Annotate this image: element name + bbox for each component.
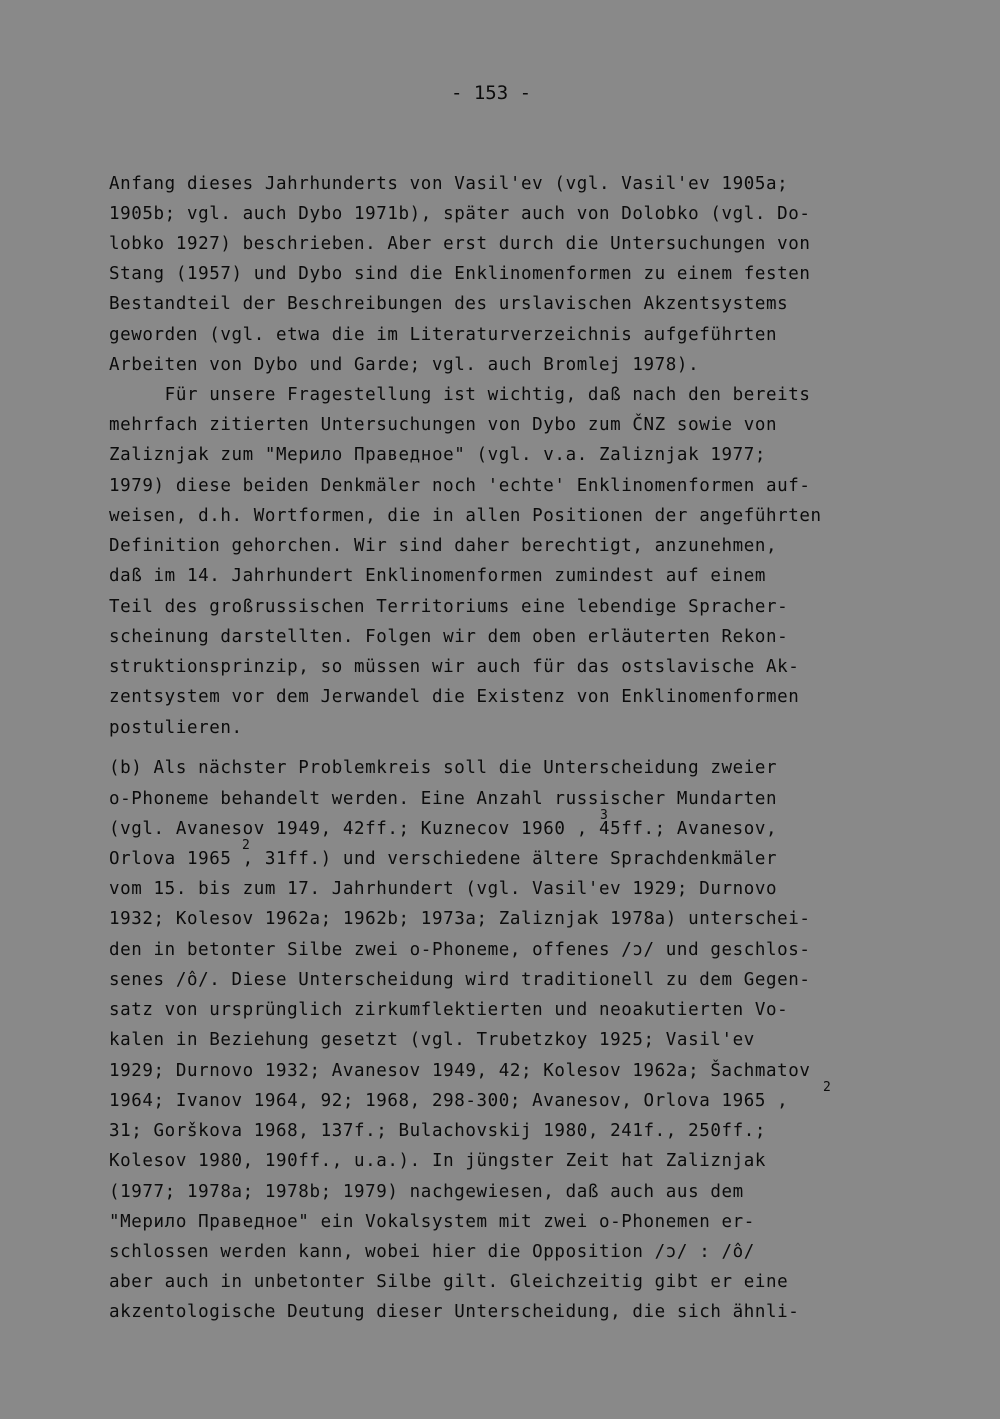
text-line: (1977; 1978a; 1978b; 1979) nachgewiesen, daß auch aus dem (109, 1182, 744, 1202)
text-line: 31; Gorškova 1968, 137f.; Bulachovskij 1980, 241f., 250ff.; (109, 1121, 767, 1141)
text-line: struktionsprinzip, so müssen wir auch für das ostslavische Ak- (109, 657, 800, 677)
text-line: 1905b; vgl. auch Dybo 1971b), später auch von Dolobko (vgl. Do- (109, 204, 811, 224)
text-line: aber auch in unbetonter Silbe gilt. Gleichzeitig gibt er eine (109, 1272, 789, 1292)
text-line: scheinung darstellten. Folgen wir dem oben erläuterten Rekon- (109, 627, 789, 647)
text-line: (b) Als nächster Problemkreis soll die Unterscheidung zweier (109, 758, 778, 778)
text-line: 1979) diese beiden Denkmäler noch 'echte' Enklinomenformen auf- (109, 476, 811, 496)
text-line: lobko 1927) beschrieben. Aber erst durch die Untersuchungen von (109, 234, 811, 254)
text-line: postulieren. (109, 718, 243, 738)
text-line: o-Phoneme behandelt werden. Eine Anzahl russischer Mundarten (109, 789, 778, 809)
text-line: (vgl. Avanesov 1949, 42ff.; Kuznecov 1960 , 45ff.; Avanesov, (109, 819, 778, 839)
text-line: 1932; Kolesov 1962a; 1962b; 1973a; Zaliznjak 1978a) unterschei- (109, 909, 811, 929)
superscript-edition: 2 (823, 1080, 831, 1095)
superscript-edition: 2 (242, 838, 250, 853)
superscript-edition: 3 (600, 808, 608, 823)
text-line: den in betonter Silbe zwei o-Phoneme, offenes /ɔ/ und geschlos- (109, 940, 811, 960)
text-line: 1964; Ivanov 1964, 92; 1968, 298-300; Avanesov, Orlova 1965 , (109, 1091, 789, 1111)
text-line: Teil des großrussischen Territoriums eine lebendige Spracher- (109, 597, 789, 617)
text-line: satz von ursprünglich zirkumflektierten und neoakutierten Vo- (109, 1000, 789, 1020)
text-line: mehrfach zitierten Untersuchungen von Dybo zum ČNZ sowie von (109, 415, 778, 435)
text-line: Orlova 1965 , 31ff.) und verschiedene ältere Sprachdenkmäler (109, 849, 778, 869)
text-line: zentsystem vor dem Jerwandel die Existenz von Enklinomenformen (109, 687, 800, 707)
text-line: Für unsere Fragestellung ist wichtig, daß nach den bereits (109, 385, 811, 405)
page-number: - 153 - (450, 82, 532, 104)
text-line: daß im 14. Jahrhundert Enklinomenformen zumindest auf einem (109, 566, 767, 586)
text-line: 1929; Durnovo 1932; Avanesov 1949, 42; Kolesov 1962a; Šachmatov (109, 1061, 811, 1081)
text-line: Stang (1957) und Dybo sind die Enklinomenformen zu einem festen (109, 264, 811, 284)
text-line: Zaliznjak zum "Мерило Праведное" (vgl. v.a. Zaliznjak 1977; (109, 445, 767, 465)
text-line: geworden (vgl. etwa die im Literaturverzeichnis aufgeführten (109, 325, 778, 345)
text-line: Bestandteil der Beschreibungen des urslavischen Akzentsystems (109, 294, 789, 314)
text-line: weisen, d.h. Wortformen, die in allen Positionen der angeführten (109, 506, 822, 526)
text-line: senes /ô/. Diese Unterscheidung wird traditionell zu dem Gegen- (109, 970, 811, 990)
text-line: Anfang dieses Jahrhunderts von Vasil'ev (vgl. Vasil'ev 1905a; (109, 174, 789, 194)
text-line: akzentologische Deutung dieser Unterscheidung, die sich ähnli- (109, 1302, 800, 1322)
text-line: kalen in Beziehung gesetzt (vgl. Trubetzkoy 1925; Vasil'ev (109, 1030, 755, 1050)
text-line: Arbeiten von Dybo und Garde; vgl. auch Bromlej 1978). (109, 355, 700, 375)
text-line: "Мерило Праведное" ein Vokalsystem mit zwei o-Phonemen er- (109, 1212, 755, 1232)
text-line: schlossen werden kann, wobei hier die Opposition /ɔ/ : /ô/ (109, 1242, 755, 1262)
text-line: Definition gehorchen. Wir sind daher berechtigt, anzunehmen, (109, 536, 778, 556)
text-line: Kolesov 1980, 190ff., u.a.). In jüngster Zeit hat Zaliznjak (109, 1151, 767, 1171)
text-line: vom 15. bis zum 17. Jahrhundert (vgl. Vasil'ev 1929; Durnovo (109, 879, 778, 899)
